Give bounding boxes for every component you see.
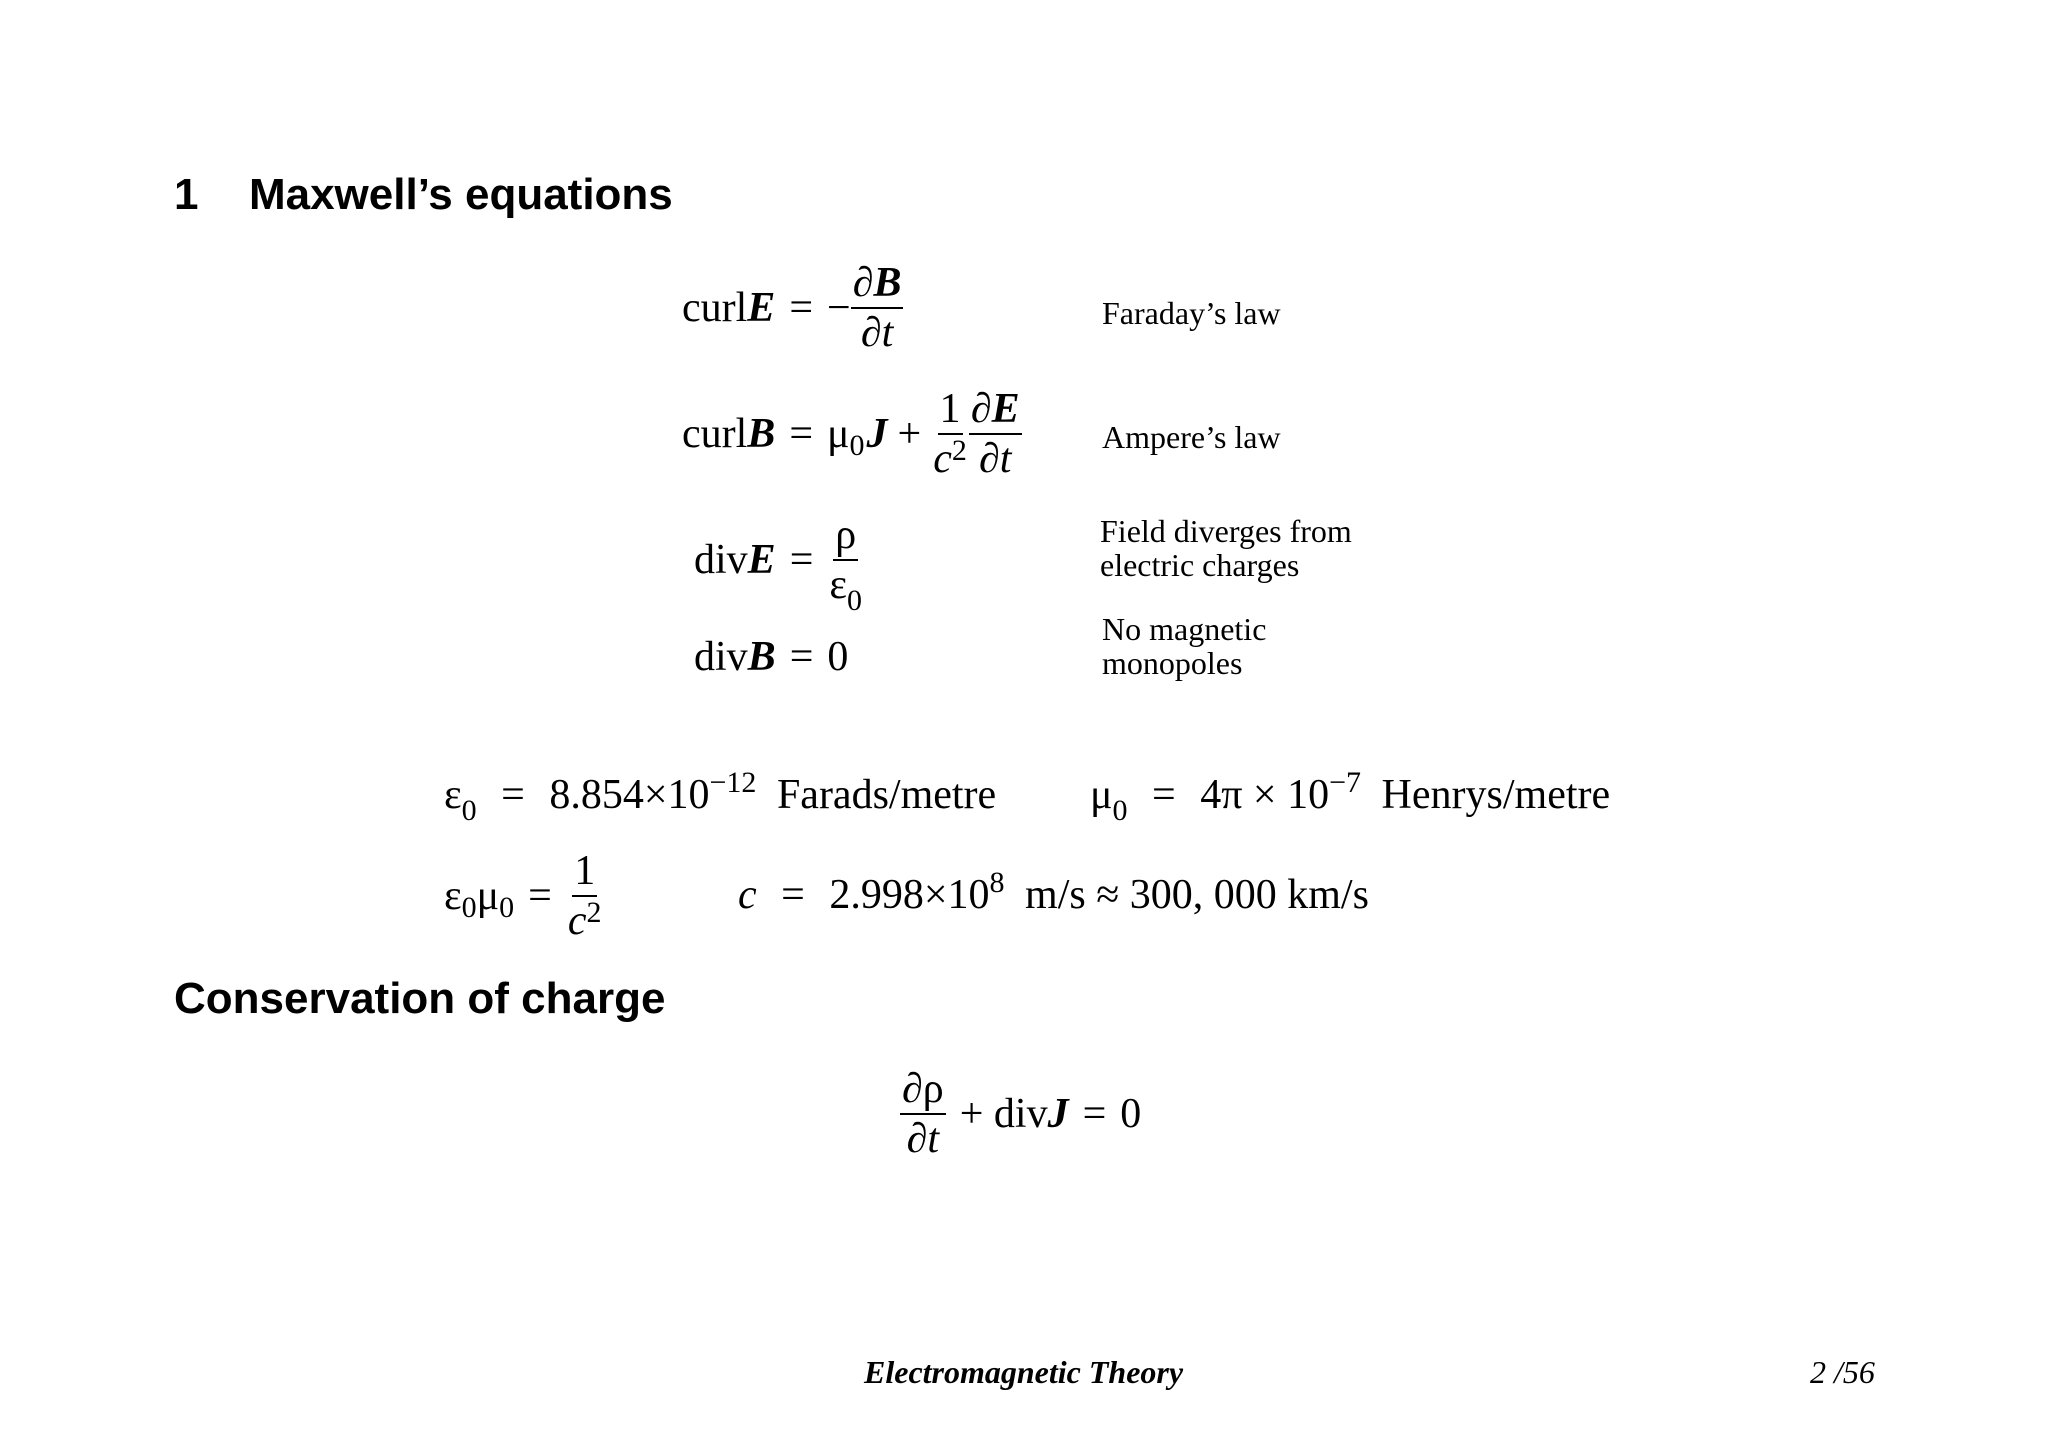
equals-sign: = <box>781 872 805 918</box>
vector-e: E <box>747 537 776 583</box>
equals-sign: = <box>789 411 813 457</box>
partial-t: ∂t <box>906 1116 940 1162</box>
div-operator: div <box>694 634 748 680</box>
c-exponent: 2 <box>951 434 967 467</box>
epsilon-subscript: 0 <box>461 794 477 827</box>
faraday-law-label: Faraday’s law <box>1102 295 1281 331</box>
faraday-equation <box>682 262 903 354</box>
numerator-one: 1 <box>938 388 963 435</box>
c-units: m/s ≈ 300, 000 km/s <box>1025 872 1369 918</box>
drho-dt-fraction <box>900 1068 946 1160</box>
epsilon-exponent: −12 <box>709 766 757 799</box>
epsilon0-value <box>444 766 997 827</box>
mu0-value <box>1090 766 1611 827</box>
mu-value: 4π × 10 <box>1200 772 1330 818</box>
epsilon-subscript: 0 <box>847 584 863 617</box>
gauss-b-equation <box>694 636 848 678</box>
gauss-e-equation <box>694 512 864 617</box>
c-symbol: c <box>567 898 587 944</box>
footer-title: Electromagnetic Theory <box>864 1354 1184 1390</box>
plus-sign: + <box>897 411 922 457</box>
speed-of-light <box>738 866 1369 918</box>
equals-sign: = <box>1152 772 1176 818</box>
conservation-heading: Conservation of charge <box>174 974 666 1023</box>
eps0-mu0-relation <box>444 850 604 942</box>
minus-sign: − <box>827 285 851 331</box>
vector-e: E <box>991 386 1020 432</box>
continuity-equation <box>900 1068 1141 1160</box>
c-exponent: 2 <box>586 896 602 929</box>
rho-symbol: ρ <box>833 514 858 561</box>
equals-sign: = <box>789 537 814 583</box>
equals-sign: = <box>789 285 813 331</box>
equals-sign: = <box>1082 1091 1107 1137</box>
epsilon-symbol: ε <box>444 772 462 818</box>
epsilon-unit: Farads/metre <box>776 772 997 818</box>
plus-div: + div <box>959 1091 1048 1137</box>
section-number: 1 <box>174 170 199 219</box>
partial-rho: ∂ρ <box>900 1068 946 1115</box>
mu-symbol: μ <box>1090 772 1113 818</box>
de-dt-fraction <box>969 388 1022 480</box>
no-monopoles-label <box>1102 612 1266 680</box>
note-line-1: No magnetic <box>1102 611 1267 647</box>
curl-operator: curl <box>682 411 748 457</box>
equals-sign: = <box>528 873 552 919</box>
vector-b: B <box>747 634 776 680</box>
note-line-1: Field diverges from <box>1100 513 1352 549</box>
partial-symbol: ∂ <box>852 260 874 306</box>
div-operator: div <box>694 537 748 583</box>
partial-t: ∂t <box>860 310 894 356</box>
ampere-equation <box>682 388 1022 480</box>
one-over-c2-fraction <box>566 850 604 942</box>
mu-subscript: 0 <box>1112 794 1128 827</box>
note-line-2: electric charges <box>1100 547 1300 583</box>
mu-symbol: μ <box>476 873 500 919</box>
rho-over-eps0-fraction <box>827 512 864 617</box>
c-mantissa: 2.998×10 <box>829 872 990 918</box>
c-symbol: c <box>933 436 952 482</box>
mu-subscript: 0 <box>849 429 865 462</box>
mu-unit: Henrys/metre <box>1381 772 1611 818</box>
equals-sign: = <box>789 634 814 680</box>
mu-symbol: μ <box>827 411 850 457</box>
equals-sign: = <box>501 772 525 818</box>
mu-exponent: −7 <box>1329 766 1362 799</box>
db-dt-fraction <box>851 262 904 354</box>
section-title: Maxwell’s equations <box>248 170 673 219</box>
vector-e: E <box>747 285 776 331</box>
c-exponent: 8 <box>989 866 1005 899</box>
epsilon-subscript: 0 <box>461 891 477 924</box>
epsilon-mantissa: 8.854×10 <box>549 772 710 818</box>
vector-b: B <box>747 411 776 457</box>
vector-j: J <box>1047 1091 1069 1137</box>
note-line-2: monopoles <box>1102 645 1243 681</box>
epsilon-symbol: ε <box>829 562 848 608</box>
mu-subscript: 0 <box>499 891 515 924</box>
vector-b: B <box>873 260 902 306</box>
numerator-one: 1 <box>572 850 597 897</box>
partial-symbol: ∂ <box>970 386 992 432</box>
zero: 0 <box>827 634 849 680</box>
field-diverges-label <box>1100 514 1352 582</box>
curl-operator: curl <box>682 285 748 331</box>
ampere-law-label: Ampere’s law <box>1102 419 1281 455</box>
zero: 0 <box>1120 1091 1142 1137</box>
epsilon-symbol: ε <box>444 873 462 919</box>
c-symbol: c <box>738 872 757 918</box>
vector-j: J <box>866 411 888 457</box>
page-number: 2 /56 <box>1810 1354 1875 1390</box>
one-over-c2-fraction <box>931 388 969 480</box>
section-heading <box>174 170 673 220</box>
partial-t: ∂t <box>979 436 1012 482</box>
